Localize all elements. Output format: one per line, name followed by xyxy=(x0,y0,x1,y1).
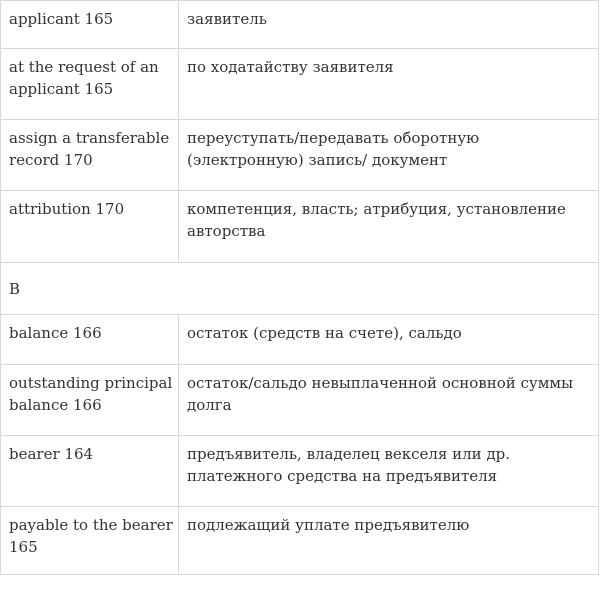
term-cell: balance 166 xyxy=(1,315,179,365)
table-row xyxy=(1,436,599,507)
table-row xyxy=(1,507,599,575)
term-cell: attribution 170 xyxy=(1,191,179,263)
definition-cell: подлежащий уплате предъявителю xyxy=(179,507,599,575)
term-cell: at the request of an applicant 165 xyxy=(1,49,179,120)
table-row xyxy=(1,120,599,191)
table-row xyxy=(1,365,599,436)
table-row xyxy=(1,49,599,120)
definition-cell: компетенция, власть; атрибуция, установление авторства xyxy=(179,191,599,263)
definition-cell: переуступать/передавать оборотную (электронную) запись/ документ xyxy=(179,120,599,191)
term-cell: bearer 164 xyxy=(1,436,179,507)
table-row xyxy=(1,191,599,263)
term-cell: applicant 165 xyxy=(1,1,179,49)
definition-cell: по ходатайству заявителя xyxy=(179,49,599,120)
table-row xyxy=(1,1,599,49)
definition-cell: остаток/сальдо невыплаченной основной суммы долга xyxy=(179,365,599,436)
letter-row xyxy=(1,263,599,315)
table-row xyxy=(1,315,599,365)
definition-cell: заявитель xyxy=(179,1,599,49)
term-cell: assign a transferable record 170 xyxy=(1,120,179,191)
section-letter: B xyxy=(1,263,599,315)
term-cell: payable to the bearer 165 xyxy=(1,507,179,575)
term-cell: outstanding principal balance 166 xyxy=(1,365,179,436)
definition-cell: предъявитель, владелец векселя или др. платежного средства на предъявителя xyxy=(179,436,599,507)
definition-cell: остаток (средств на счете), сальдо xyxy=(179,315,599,365)
